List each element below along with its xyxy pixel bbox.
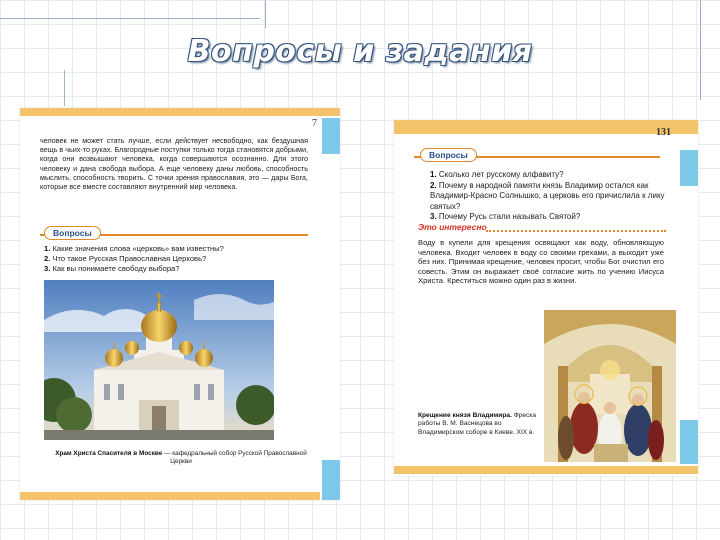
- page-side-tab: [680, 150, 698, 186]
- questions-list: [430, 170, 674, 223]
- list-item: 3. Как вы понимаете свободу выбора?: [44, 264, 180, 273]
- page-number: 7: [312, 118, 317, 129]
- left-textbook-page: [20, 108, 340, 500]
- page-bottom-bar: [394, 466, 698, 474]
- decorative-line: [64, 70, 65, 106]
- interesting-paragraph: Воду в купели для крещения освящают как воду, обновляющую человека. Входит человек в воду со своими грехами, а выходит уже без них. Принимая крещение, человек просит, чтобы Бог очистил его совесть. Этим он выражает своё согласие жить по учению Иисуса Христа. Креститься можно один раз в жизни.: [418, 238, 664, 286]
- list-item: 2. Почему в народной памяти князь Владимир остался как Владимир-Красно Солнышко, а церковь его причислила к лику святых?: [430, 180, 665, 211]
- slide-title: Вопросы и задания: [187, 34, 533, 69]
- page-side-tab: [322, 118, 340, 154]
- questions-heading: Вопросы: [44, 226, 101, 240]
- page-number: 131: [656, 127, 671, 138]
- fresco-painting: [544, 310, 676, 462]
- list-item: 3. Почему Русь стали называть Святой?: [430, 212, 581, 221]
- list-item: 2. Что такое Русская Православная Церковь?: [44, 254, 207, 263]
- cathedral-photo: [44, 280, 274, 440]
- list-item: 1. Какие значения слова «церковь» вам известны?: [44, 244, 224, 253]
- decorative-line: [0, 18, 260, 19]
- questions-heading: Вопросы: [420, 148, 477, 162]
- page-bottom-bar: [20, 492, 320, 500]
- page-side-tab: [322, 460, 340, 500]
- page-top-bar: [394, 120, 698, 134]
- interesting-dotted-rule: [486, 230, 666, 232]
- interesting-heading: Это интересно: [418, 222, 487, 232]
- page-side-tab: [680, 420, 698, 464]
- body-paragraph: человек не может стать лучше, если действует несвободно, как бездушная вещь в чьих-то руках. Благородные поступки только тогда становятся добрыми, когда они возвышают человека, когда совершаются осознанно. Для этого человеку и дана свобода выбора. А еще человеку даны любовь, способность мыслить, способность творить. С точки зрения православия, это — дары Бога, которые все вместе составляют внутренний мир человека.: [40, 136, 308, 192]
- questions-list: [44, 244, 314, 274]
- image-caption: Крещение князя Владимира. Фреска работы В. М. Васнецова во Владимирском соборе в Киеве. XIX в.: [418, 412, 537, 436]
- list-item: 1. Сколько лет русскому алфавиту?: [430, 170, 564, 179]
- decorative-line: [265, 0, 266, 28]
- image-caption: Храм Христа Спасителя в Москве — кафедральный собор Русской Православной Церкви: [55, 450, 307, 465]
- page-top-bar: [20, 108, 340, 116]
- right-textbook-page: [394, 120, 698, 476]
